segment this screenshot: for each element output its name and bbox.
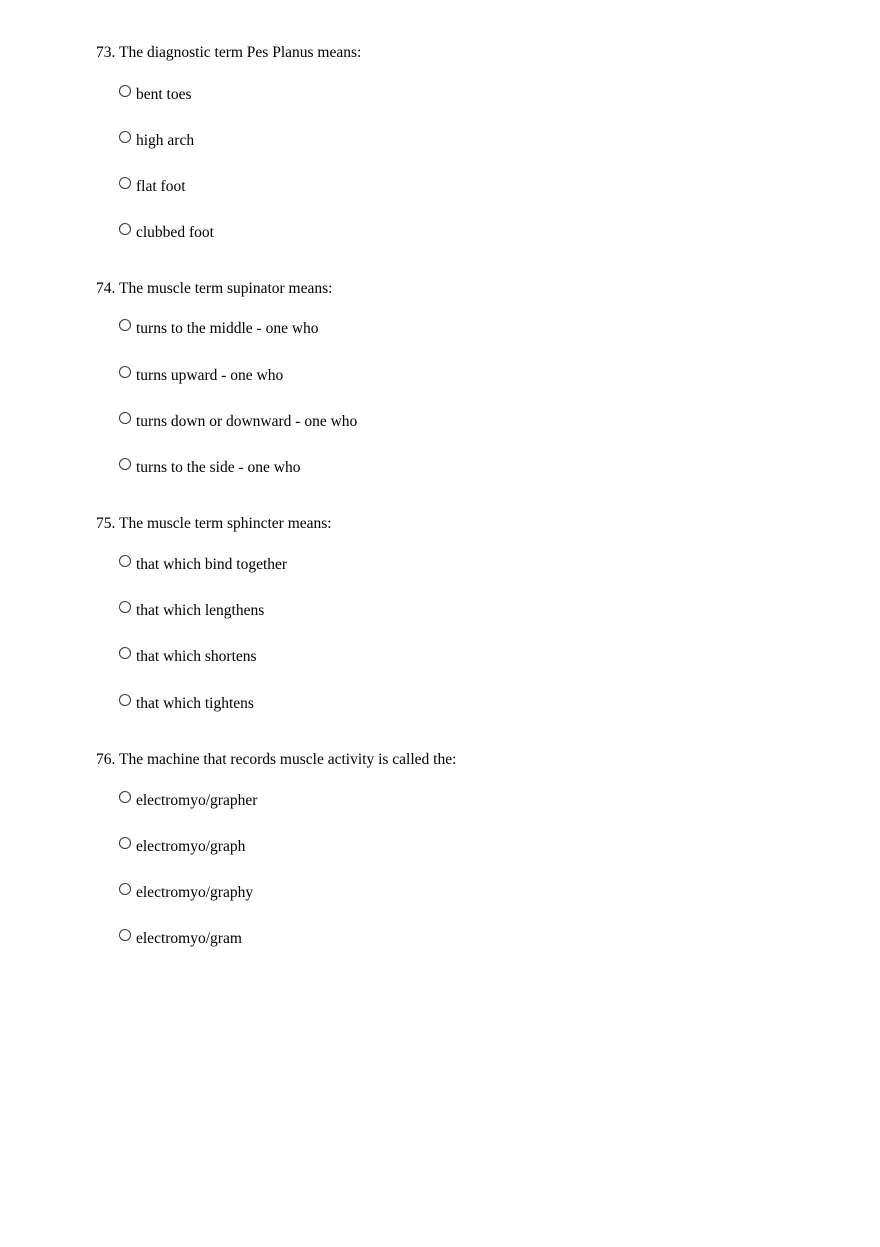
- answer-option-label: that which bind together: [136, 556, 288, 573]
- answer-option[interactable]: [119, 837, 245, 857]
- answer-option[interactable]: [119, 883, 253, 903]
- radio-button-icon[interactable]: [119, 647, 131, 659]
- radio-button-icon[interactable]: [119, 366, 131, 378]
- radio-button-icon[interactable]: [119, 223, 131, 235]
- radio-button-icon[interactable]: [119, 177, 131, 189]
- question-text: 75. The muscle term sphincter means:: [96, 515, 332, 532]
- answer-option[interactable]: [119, 647, 257, 667]
- answer-option-label: clubbed foot: [136, 224, 214, 241]
- answer-option[interactable]: [119, 177, 186, 197]
- radio-button-icon[interactable]: [119, 85, 131, 97]
- answer-option[interactable]: [119, 458, 300, 478]
- question-76: [96, 750, 856, 947]
- answer-option-label: bent toes: [136, 86, 192, 103]
- answer-option[interactable]: [119, 791, 257, 811]
- answer-option-label: turns to the middle - one who: [136, 320, 319, 337]
- question-75: [96, 514, 856, 712]
- answer-option-label: turns down or downward - one who: [136, 413, 358, 430]
- radio-button-icon[interactable]: [119, 601, 131, 613]
- radio-button-icon[interactable]: [119, 555, 131, 567]
- radio-button-icon[interactable]: [119, 791, 131, 803]
- answer-option-label: electromyo/graphy: [136, 884, 254, 901]
- answer-option[interactable]: [119, 131, 194, 151]
- radio-button-icon[interactable]: [119, 458, 131, 470]
- question-text: 74. The muscle term supinator means:: [96, 280, 333, 297]
- answer-option[interactable]: [119, 555, 287, 575]
- question-text: 76. The machine that records muscle activity is called the:: [96, 751, 457, 768]
- answer-option[interactable]: [119, 929, 242, 949]
- answer-option-label: flat foot: [136, 178, 186, 195]
- radio-button-icon[interactable]: [119, 694, 131, 706]
- answer-option-label: electromyo/grapher: [136, 792, 258, 809]
- answer-option-label: that which tightens: [136, 695, 254, 712]
- answer-option[interactable]: [119, 366, 283, 386]
- radio-button-icon[interactable]: [119, 837, 131, 849]
- answer-option-label: turns upward - one who: [136, 367, 284, 384]
- answer-option-label: that which lengthens: [136, 602, 265, 619]
- radio-button-icon[interactable]: [119, 883, 131, 895]
- question-73: [96, 43, 856, 241]
- answer-option-label: that which shortens: [136, 648, 257, 665]
- radio-button-icon[interactable]: [119, 929, 131, 941]
- answer-option[interactable]: [119, 412, 357, 432]
- answer-option[interactable]: [119, 319, 319, 339]
- question-74: [96, 279, 856, 476]
- radio-button-icon[interactable]: [119, 412, 131, 424]
- radio-button-icon[interactable]: [119, 319, 131, 331]
- radio-button-icon[interactable]: [119, 131, 131, 143]
- answer-option-label: electromyo/gram: [136, 930, 242, 947]
- answer-option-label: turns to the side - one who: [136, 459, 301, 476]
- answer-option[interactable]: [119, 223, 214, 243]
- question-text: 73. The diagnostic term Pes Planus means:: [96, 44, 362, 61]
- answer-option-label: high arch: [136, 132, 195, 149]
- answer-option-label: electromyo/graph: [136, 838, 246, 855]
- answer-option[interactable]: [119, 694, 254, 714]
- answer-option[interactable]: [119, 601, 264, 621]
- answer-option[interactable]: [119, 85, 192, 105]
